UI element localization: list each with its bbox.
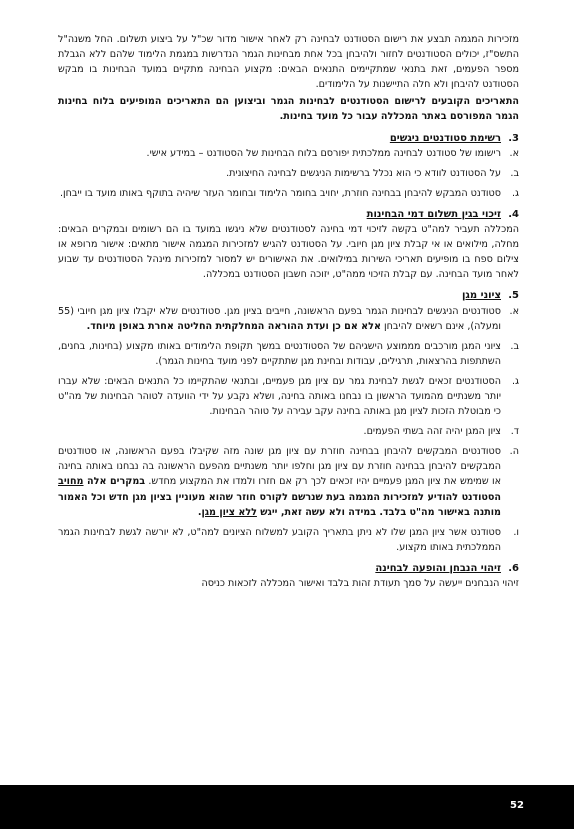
list-item (58, 374, 519, 419)
section-title: ציוני מגן (462, 290, 501, 302)
item-letter: ג. (511, 375, 519, 387)
page-number: 52 (510, 800, 524, 811)
item-text: סטודנטים הניגשים לבחינות הגמר בפעם הראשונה, חייבים בציון מגן. סטודנטים שלא יקבלו ציון מגן חיובי (55 ומעלה), אינם רשאים להיבחן (58, 305, 501, 332)
intro-bold-paragraph: התאריכים הקובעים לרישום הסטודנטים לבחינות הגמר וביצוען הם התאריכים המופיעים בלוח בחינות הגמר המפורסם באתר המכללה עבור כל מועד בחינות. (58, 96, 519, 123)
item-bold-text: הסטודנט להודיע למזכירות המגמה בעת שנרשם לקורס חוזר שהוא מעוניין בציון מגן חדש וכל האמור מותנה באישור מה"ט בלבד. במידה ולא עשה זאת, ייגש (58, 491, 501, 518)
item-letter: ה. (509, 446, 519, 458)
section-title: זיכוי בגין תשלום דמי הבחינות (366, 208, 501, 220)
list-item (58, 444, 519, 519)
item-text: סטודנטים המבקשים להיבחן בבחינה חוזרת עם ציון מגן שונה מזה שקיבלו בפעם הראשונה, או סטודנטים המבקשים להיבחן בבחינה חוזרת עם ציון מגן וחלפו יותר משנתיים מהפעם הראשונה בה נבחנו באותה בחינה או שמימש את ציון המגן פעמיים יהיו זכאים לכך רק אם חזרו ולמדו את המקצוע מחדש. (58, 446, 501, 488)
section-number: 6. (508, 562, 519, 574)
list-item (58, 304, 519, 334)
section-title: רשימת סטודנטים ניגשים (389, 132, 501, 144)
page-footer (0, 785, 574, 829)
item-bold-text: במקרים אלה (83, 476, 146, 488)
section-heading (58, 131, 519, 146)
section-heading (58, 561, 519, 576)
section-paragraph: המכללה תעביר למה"ט בקשה לזיכוי דמי בחינה לסטודנטים שלא ניגשו במועד בו הם רשומים ובמקרים הבאים: מחלה, מילואים או אי קבלת ציון מגן חיובי. על הסטודנט להגיש למזכירות המגמה אישור מתאים: אישור מרופא או צילום ספח בו מופיעים תאריכי השירות במילואים. את האישורים יש למסור למזכירות מינהל הסטודנטים עד שבוע לאחר מועד הבחינה. עם קבלת הזיכוי ממה"ט, יזוכה חשבון הסטודנט במכללה. (58, 224, 519, 281)
section-heading (58, 207, 519, 222)
item-text: הסטודנטים זכאים לגשת לבחינת גמר עם ציון מגן פעמיים, ובתנאי שהתקיימו כל התנאים הבאים: שלא עברו יותר משנתיים מהמועד הראשון בו נבחנו באותה בחינה, ושלא נקבע על ידי הוועדה לטוהר הבחינות של מה"ט כי מבוטלת הזכות לציון מגן באותה בחינה עקב עבירה על טוהר הבחינות. (58, 375, 501, 418)
section-list (58, 146, 519, 201)
item-letter: ו. (513, 526, 519, 538)
section-list (58, 304, 519, 555)
section-5 (58, 288, 519, 555)
item-text: רישומו של סטודנט לבחינה ממלכתית יפורסם בלוח הבחינות של הסטודנט – במידע אישי. (146, 147, 501, 159)
item-text: ציוני המגן מורכבים מממוצע הישגיהם של הסטודנטים במשך תקופת הלימודים באותו מקצוע (בחינות, בחנים, השתתפות בהרצאות, תרגילים, עבודות ובחינת מגן שתתקיים לפני מועד בחינות הגמר). (58, 340, 501, 367)
item-letter: ג. (511, 187, 519, 199)
list-item (58, 525, 519, 555)
section-3 (58, 131, 519, 201)
item-letter: ב. (510, 167, 519, 179)
list-item (58, 146, 519, 161)
item-letter: ד. (510, 426, 519, 438)
document-body (58, 32, 519, 591)
item-text: סטודנט אשר ציון המגן שלו לא ניתן בתאריך הקובע למשלוח הציונים למה"ט, לא יורשה לגשת לבחינות הגמר הממלכתית באותו מקצוע. (58, 526, 501, 553)
item-bold-tail: . (197, 506, 202, 518)
item-text-wrapper (58, 304, 501, 334)
section-number: 3. (508, 132, 519, 144)
item-text: סטודנט המבקש להיבחן בבחינה חוזרת, יחויב בחומר הלימוד ובחומר העזר שיהיה בתוקף באותו מועד בו ייבחן. (59, 187, 501, 199)
item-text-wrapper (58, 444, 501, 519)
section-title: זיהוי הנבחן והופעה לבחינה (375, 562, 501, 574)
item-text: על הסטודנט לוודא כי הוא נכלל ברשימות הניגשים לבחינה החיצונית. (226, 167, 501, 179)
item-bold-underline: מחויב (58, 476, 84, 488)
section-number: 5. (508, 290, 519, 302)
section-6 (58, 561, 519, 591)
item-letter: א. (509, 305, 519, 317)
item-bold-text: אלא אם כן ועדת ההוראה המחלקתית החליטה אחרת באופן מיוחד. (86, 320, 381, 332)
item-text: ציון המגן יהיה זהה בשתי הפעמים. (363, 426, 501, 438)
list-item (58, 166, 519, 181)
list-item (58, 424, 519, 439)
section-4 (58, 207, 519, 282)
section-number: 4. (508, 208, 519, 220)
intro-paragraph: מזכירות המגמה תבצע את רישום הסטודנט לבחינה רק לאחר אישור מדור שכ"ל על ביצוע תשלום. החל משנה"ל התשס"ז, יכולים הסטודנטים לחזור ולהיבחן בכל אחת מבחינות הגמר הנדרשות במגמת הלימוד שלהם ללא הגבלת מספר הפעמים, זאת בתנאי שמתקיימים התנאים הבאים: מקצוע הבחינה מתקיים במועד הבחינות בו מבקש הסטודנט להיבחן ולא חלה התיישנות על הלימודים. (58, 34, 519, 91)
section-paragraph: זיהוי הנבחנים ייעשה על סמך תעודת זהות בלבד ואישור המכללה לזכאות כניסה (201, 578, 519, 589)
list-item (58, 186, 519, 201)
item-letter: א. (509, 147, 519, 159)
list-item (58, 339, 519, 369)
item-bold-underline: ללא ציון מגן (201, 506, 257, 518)
section-heading (58, 288, 519, 303)
item-letter: ב. (510, 340, 519, 352)
